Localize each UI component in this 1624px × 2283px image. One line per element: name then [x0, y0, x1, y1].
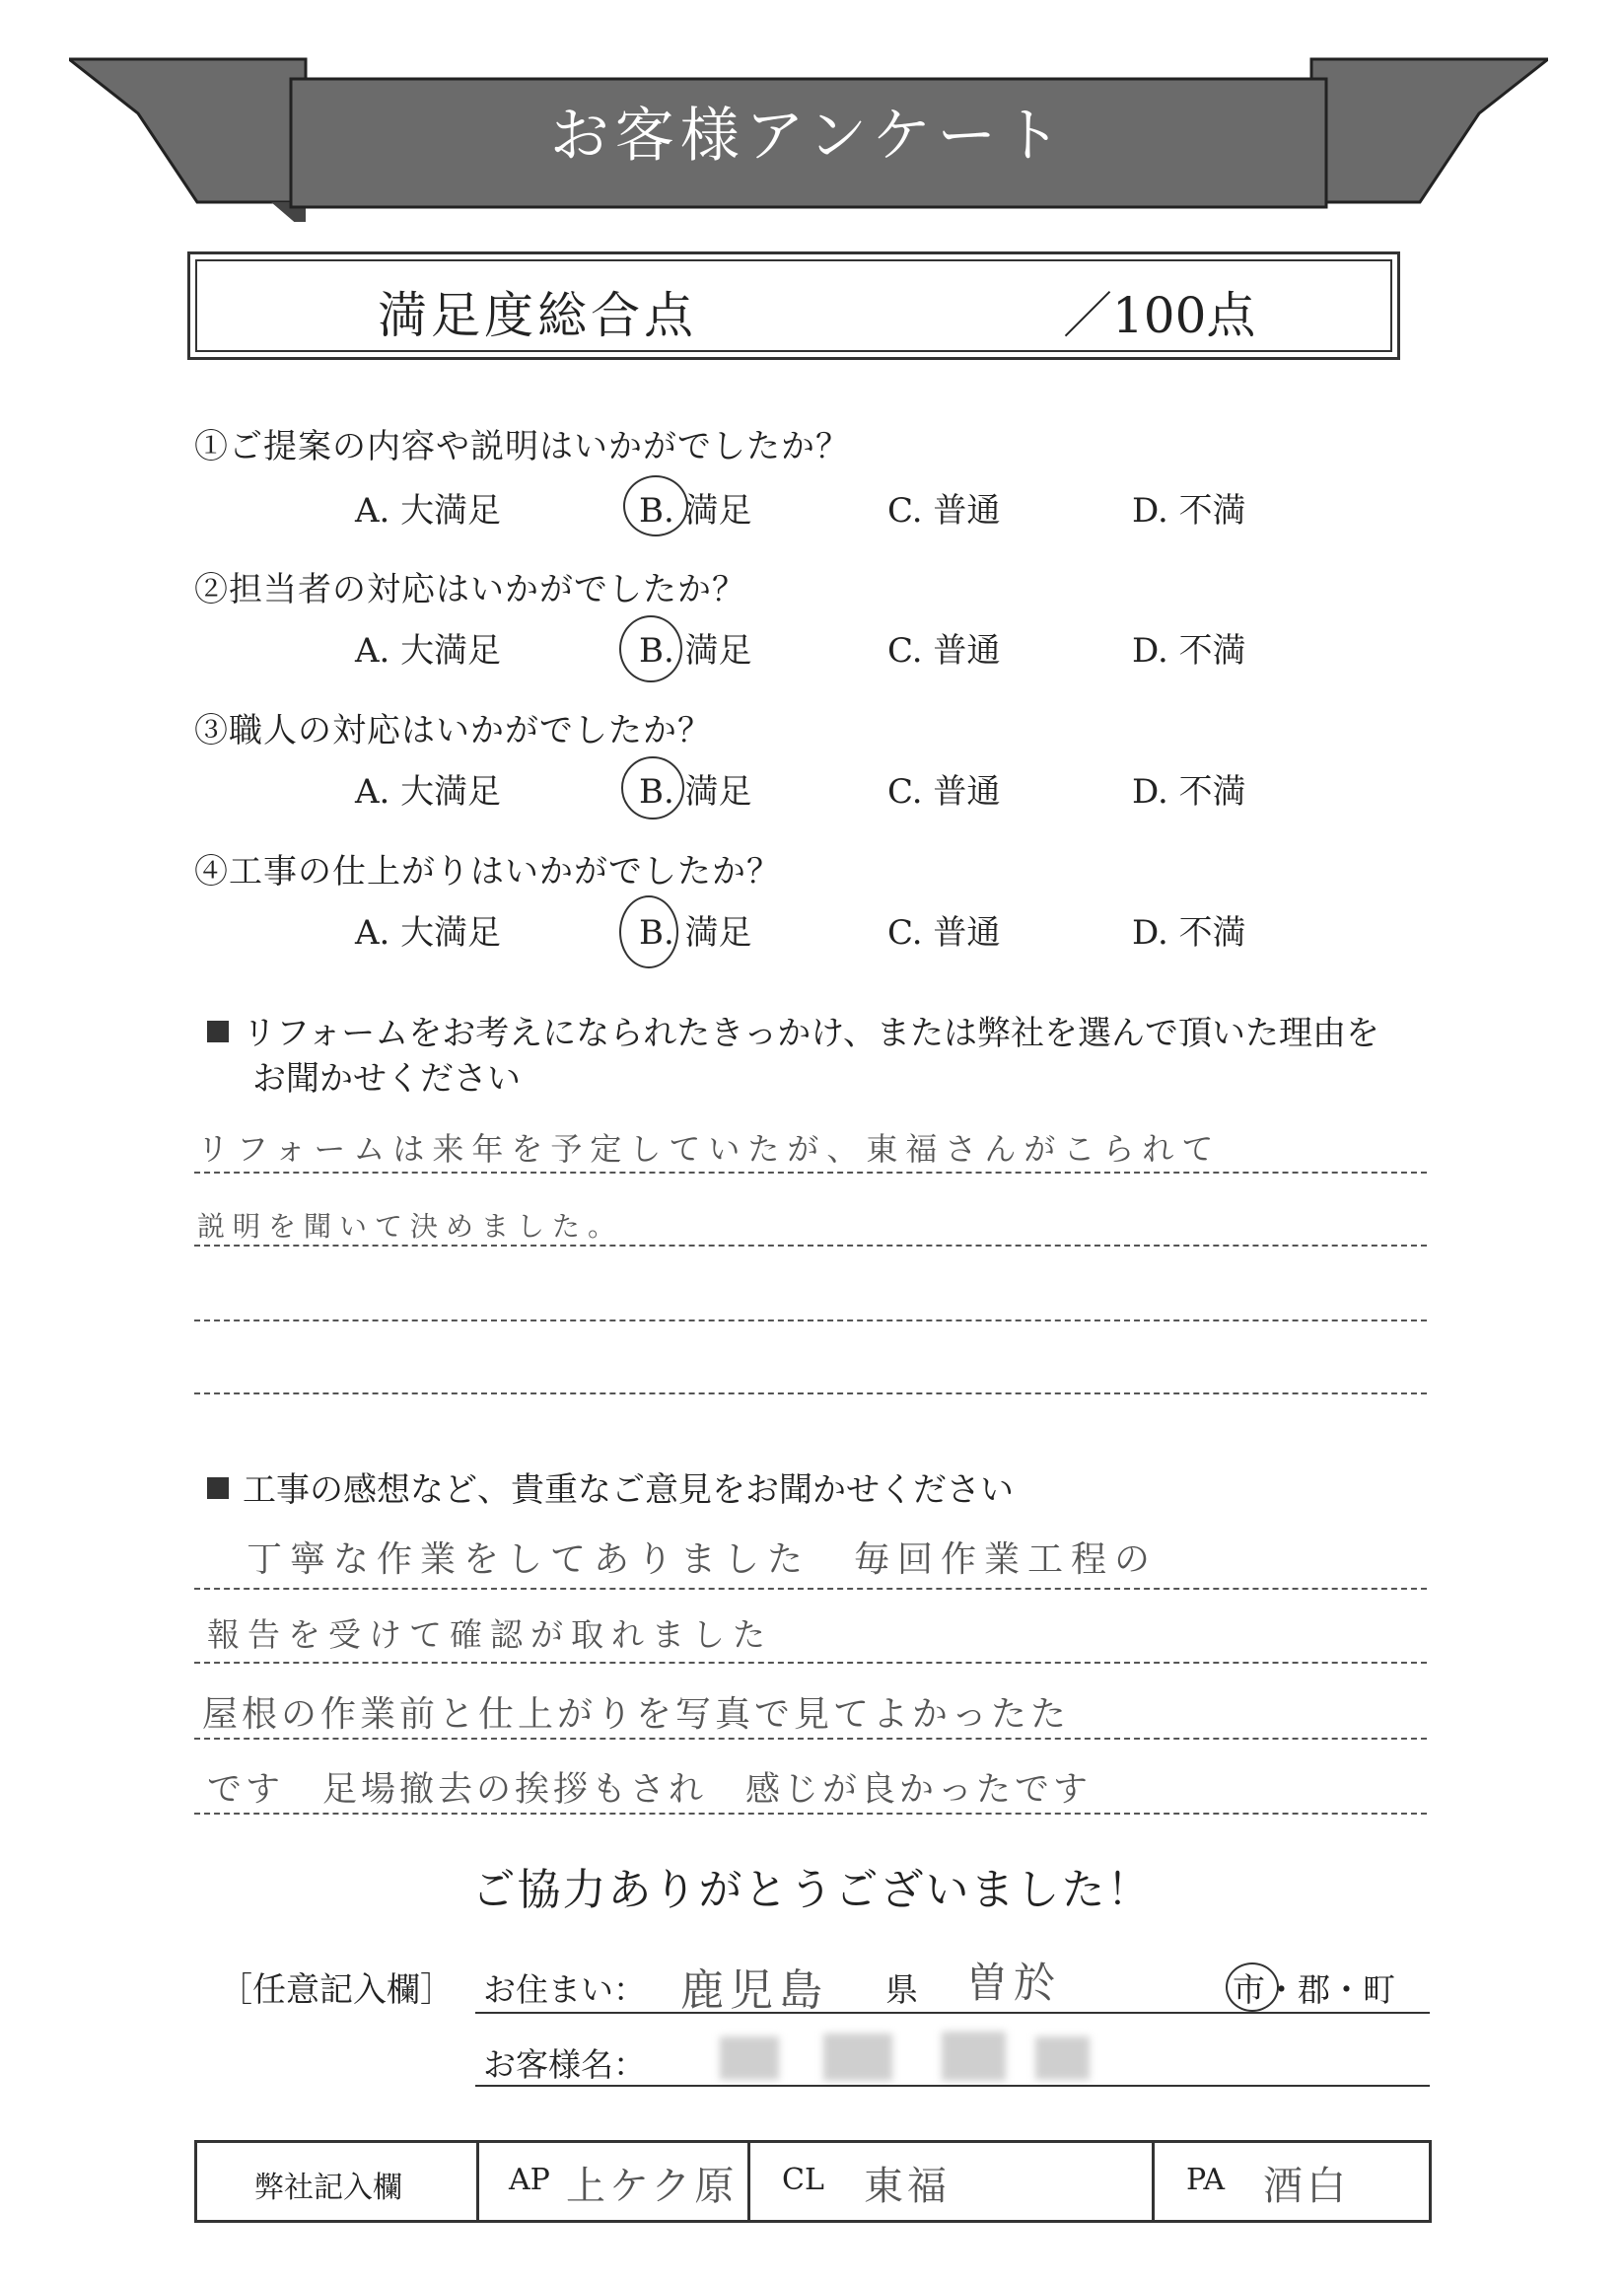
q1-option-c[interactable]: C. 普通	[887, 491, 1001, 531]
redacted-name-part-4	[1035, 2036, 1090, 2080]
score-box	[187, 251, 1400, 360]
ap-value: 上ケク原	[566, 2164, 739, 2209]
impression-answer-line-2: 報告を受けて確認が取れました	[207, 1615, 773, 1654]
q2-option-d[interactable]: D. 不満	[1132, 631, 1246, 671]
redacted-name-part-3	[942, 2032, 1006, 2081]
optional-section-label: ［任意記入欄］	[219, 1970, 454, 2010]
impression-heading: 工事の感想など、貴重なご意見をお聞かせください	[207, 1467, 1014, 1513]
question-2: ②担当者の対応はいかがでしたか？	[194, 570, 746, 609]
q4-option-b[interactable]: B. 満足	[639, 913, 752, 953]
q4-option-a[interactable]: A. 大満足	[355, 913, 502, 953]
reason-heading-line2: お聞かせください	[252, 1059, 521, 1099]
q3-option-b[interactable]: B. 満足	[639, 772, 752, 812]
impression-answer-line-4: です 足場撤去の挨拶もされ 感じが良かったです	[207, 1770, 1093, 1810]
reason-line-3[interactable]	[194, 1320, 1427, 1321]
q2-option-a[interactable]: A. 大満足	[355, 631, 502, 671]
q1-option-a[interactable]: A. 大満足	[355, 491, 502, 531]
cl-label: CL	[782, 2163, 824, 2197]
address-label: お住まい：	[483, 1970, 646, 2009]
cl-cell[interactable]	[750, 2143, 1155, 2220]
reason-line-4[interactable]	[194, 1392, 1427, 1394]
question-1: ①ご提案の内容や説明はいかがでしたか？	[194, 427, 850, 466]
score-value: ／100点	[1063, 287, 1256, 344]
q2-option-c[interactable]: C. 普通	[887, 631, 1001, 671]
ap-cell[interactable]	[479, 2143, 750, 2220]
reason-line-2	[194, 1245, 1427, 1247]
cl-value: 東福	[864, 2164, 951, 2209]
prefecture-handwritten: 鹿児島	[680, 1965, 828, 2016]
bullet-square-icon	[207, 1021, 229, 1042]
redacted-name-part-2	[823, 2033, 892, 2081]
pa-label: PA	[1186, 2163, 1226, 2197]
address-line[interactable]	[475, 2012, 1430, 2014]
q1-option-d[interactable]: D. 不満	[1132, 491, 1246, 531]
q1-option-b[interactable]: B. 満足	[639, 491, 752, 531]
city-suffix: 市・郡・町	[1233, 1970, 1395, 2009]
reason-answer-line-2: 説明を聞いて決めました。	[197, 1210, 624, 1243]
q4-selected-circle	[619, 895, 678, 968]
city-handwritten: 曽於	[966, 1959, 1062, 2007]
question-4: ④工事の仕上がりはいかがでしたか？	[194, 852, 781, 892]
q4-option-d[interactable]: D. 不満	[1132, 913, 1246, 953]
city-selected-circle	[1226, 1962, 1279, 2012]
redacted-name-part-1	[720, 2036, 779, 2080]
pa-value: 酒白	[1263, 2164, 1350, 2209]
question-3: ③職人の対応はいかがでしたか？	[194, 711, 712, 750]
ap-label: AP	[509, 2163, 550, 2197]
impression-answer-line-3: 屋根の作業前と仕上がりを写真で見てよかったた	[202, 1694, 1071, 1735]
reason-answer-line-1: リフォームは来年を予定していたが、東福さんがこられて	[197, 1130, 1222, 1168]
score-label: 満足度総合点	[378, 287, 697, 344]
office-label-cell	[197, 2143, 479, 2220]
q4-option-c[interactable]: C. 普通	[887, 913, 1001, 953]
q2-option-b[interactable]: B. 満足	[639, 631, 752, 671]
thanks-message: ご協力ありがとうございました！	[471, 1865, 1153, 1915]
impression-answer-line-1: 丁寧な作業をしてありました 毎回作業工程の	[247, 1539, 1159, 1580]
q2-selected-circle	[619, 615, 682, 682]
impression-line-3	[194, 1738, 1427, 1740]
q1-selected-circle	[623, 475, 688, 536]
bullet-square-icon	[207, 1477, 229, 1499]
office-label: 弊社記入欄	[254, 2171, 402, 2205]
q3-selected-circle	[621, 756, 684, 820]
q3-option-c[interactable]: C. 普通	[887, 772, 1001, 812]
office-entry-table	[194, 2140, 1432, 2223]
impression-line-4	[194, 1813, 1427, 1815]
reason-line-1	[194, 1172, 1427, 1174]
q3-option-d[interactable]: D. 不満	[1132, 772, 1246, 812]
customer-name-line[interactable]	[475, 2085, 1430, 2087]
pa-cell[interactable]	[1155, 2143, 1429, 2220]
impression-line-1	[194, 1588, 1427, 1590]
customer-name-label: お客様名：	[483, 2045, 646, 2084]
survey-title: お客様アンケート	[549, 102, 1068, 171]
prefecture-suffix: 県	[885, 1970, 918, 2009]
impression-line-2	[194, 1662, 1427, 1664]
reason-heading: リフォームをお考えになられたきっかけ、または弊社を選んで頂いた理由を お聞かせください	[207, 1011, 1379, 1102]
q3-option-a[interactable]: A. 大満足	[355, 772, 502, 812]
